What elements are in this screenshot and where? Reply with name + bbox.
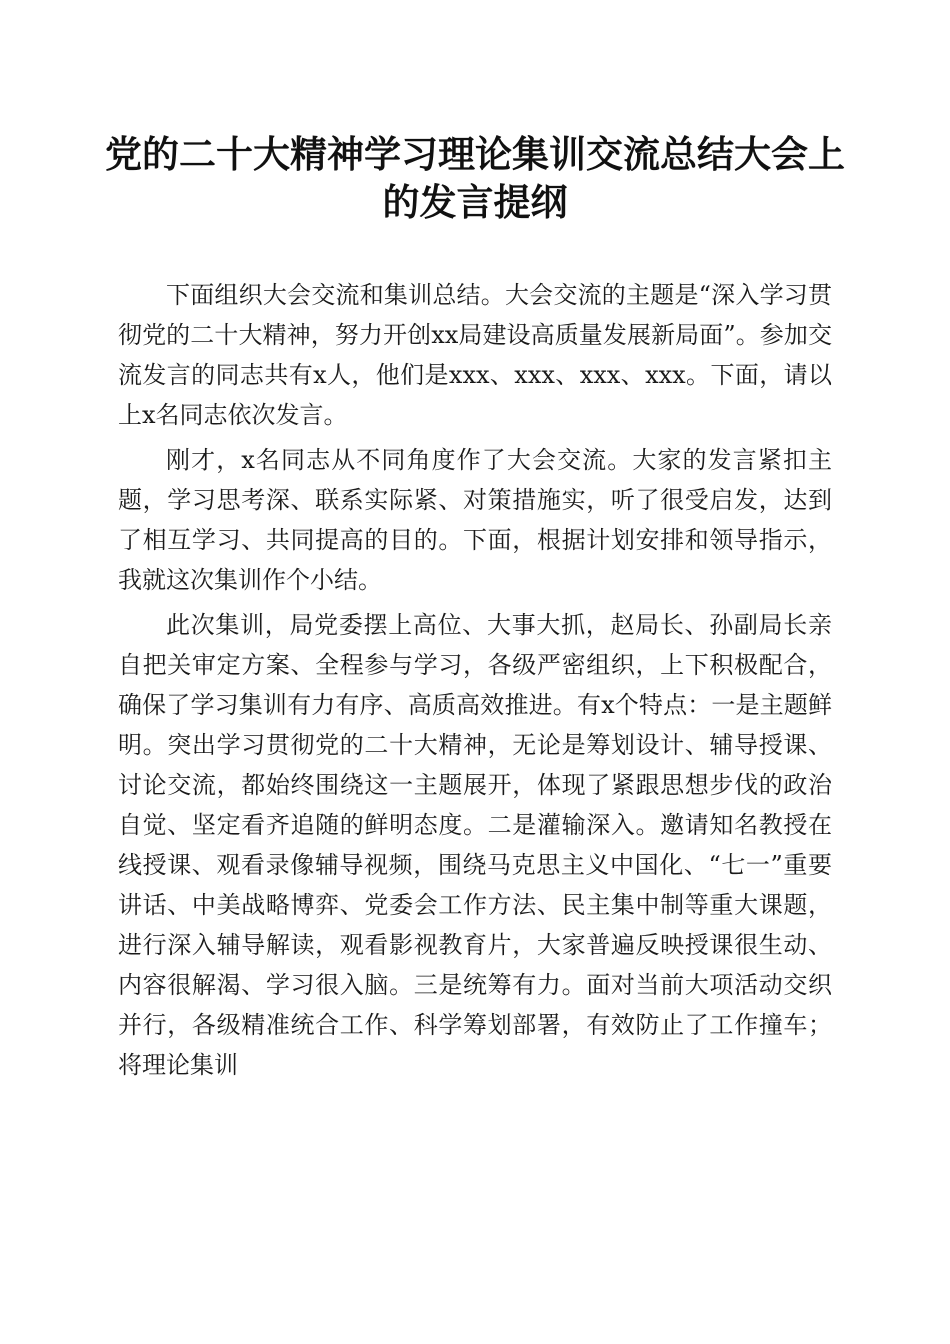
body-paragraph-2: 刚才，x名同志从不同角度作了大会交流。大家的发言紧扣主题，学习思考深、联系实际紧、对策措施实，听了很受启发，达到了相互学习、共同提高的目的。下面，根据计划安排和领导指示，我就这次集训作个小结。: [118, 446, 832, 594]
body-paragraph-3: 此次集训，局党委摆上高位、大事大抓，赵局长、孙副局长亲自把关审定方案、全程参与学习，各级严密组织，上下积极配合，确保了学习集训有力有序、高质高效推进。有x个特点：一是主题鲜明。突出学习贯彻党的二十大精神，无论是筹划设计、辅导授课、讨论交流，都始终围绕这一主题展开，体现了紧跟思想步伐的政治自觉、坚定看齐追随的鲜明态度。二是灌输深入。邀请知名教授在线授课、观看录像辅导视频，围绕马克思主义中国化、“七一”重要讲话、中美战略博弈、党委会工作方法、民主集中制等重大课题，进行深入辅导解读，观看影视教育片，大家普遍反映授课很生动、内容很解渴、学习很入脑。三是统筹有力。面对当前大项活动交织并行，各级精准统合工作、科学筹划部署，有效防止了工作撞车；将理论集训: [118, 611, 832, 1079]
title-line-1: 党的二十大精神学习理论集训交流总结大会上: [105, 132, 845, 176]
document-body: [118, 275, 832, 1090]
body-paragraph-1: 下面组织大会交流和集训总结。大会交流的主题是“深入学习贯彻党的二十大精神，努力开创xx局建设高质量发展新局面”。参加交流发言的同志共有x人，他们是xxx、xxx、xxx、xxx。下面，请以上x名同志依次发言。: [118, 281, 832, 429]
title-line-2: 的发言提纲: [382, 180, 568, 224]
document-title: [100, 130, 850, 226]
